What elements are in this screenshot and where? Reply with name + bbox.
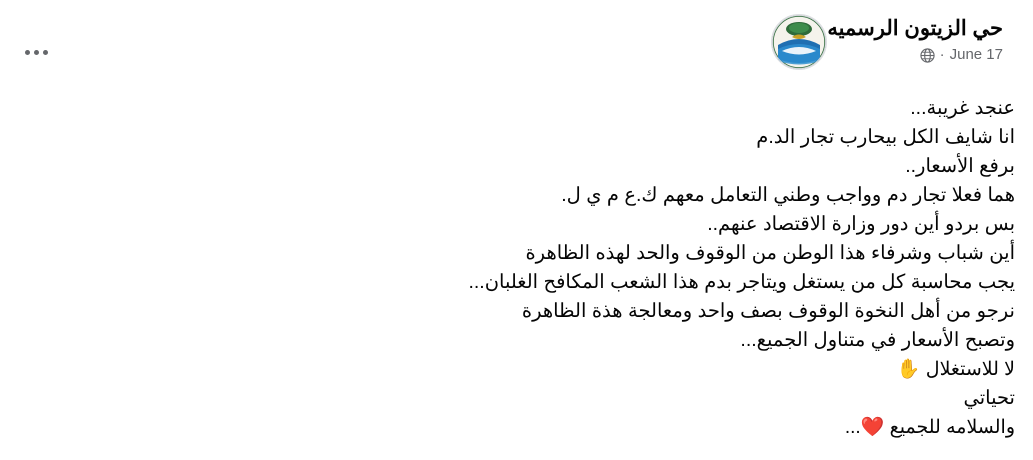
- post-text-line: يجب محاسبة كل من يستغل ويتاجر بدم هذا الشعب المكافح الغلبان...: [468, 271, 1015, 293]
- post-text-line: لا للاستغلال ✋: [896, 359, 1015, 380]
- post-text-line: هما فعلا تجار دم وواجب وطني التعامل معهم ك.ع م ي ل.: [561, 184, 1015, 206]
- post-text-line: نرجو من أهل النخوة الوقوف بصف واحد ومعالجة هذة الظاهرة: [521, 300, 1015, 322]
- page-name[interactable]: حي الزيتون الرسميه: [827, 17, 1003, 40]
- globe-icon[interactable]: [920, 48, 935, 63]
- post-text: [18, 94, 1015, 442]
- post-text-line: أين شباب وشرفاء هذا الوطن من الوقوف والحد لهذه الظاهرة: [525, 242, 1015, 264]
- meta-separator: ·: [939, 46, 945, 63]
- post-text-line: وتصبح الأسعار في متناول الجميع...: [740, 329, 1015, 351]
- post-text-line: برفع الأسعار..: [905, 155, 1015, 177]
- post-text-line: تحياتي: [963, 387, 1015, 409]
- post-header-text: [827, 14, 1003, 64]
- post-meta: [827, 46, 1003, 64]
- more-options-icon[interactable]: [18, 42, 54, 62]
- dot: [25, 50, 30, 55]
- dot: [34, 50, 39, 55]
- post-date[interactable]: June 17: [949, 46, 1003, 63]
- post-text-line: عنجد غريبة...: [910, 97, 1015, 119]
- avatar[interactable]: [771, 14, 827, 70]
- post-header: [18, 14, 1015, 76]
- post-text-line: انا شايف الكل بيحارب تجار الد.م: [756, 126, 1015, 148]
- dot: [43, 50, 48, 55]
- post-text-line: والسلامه للجميع ❤️...: [844, 417, 1015, 438]
- post-text-line: بس بردو أين دور وزارة الاقتصاد عنهم..: [707, 213, 1015, 235]
